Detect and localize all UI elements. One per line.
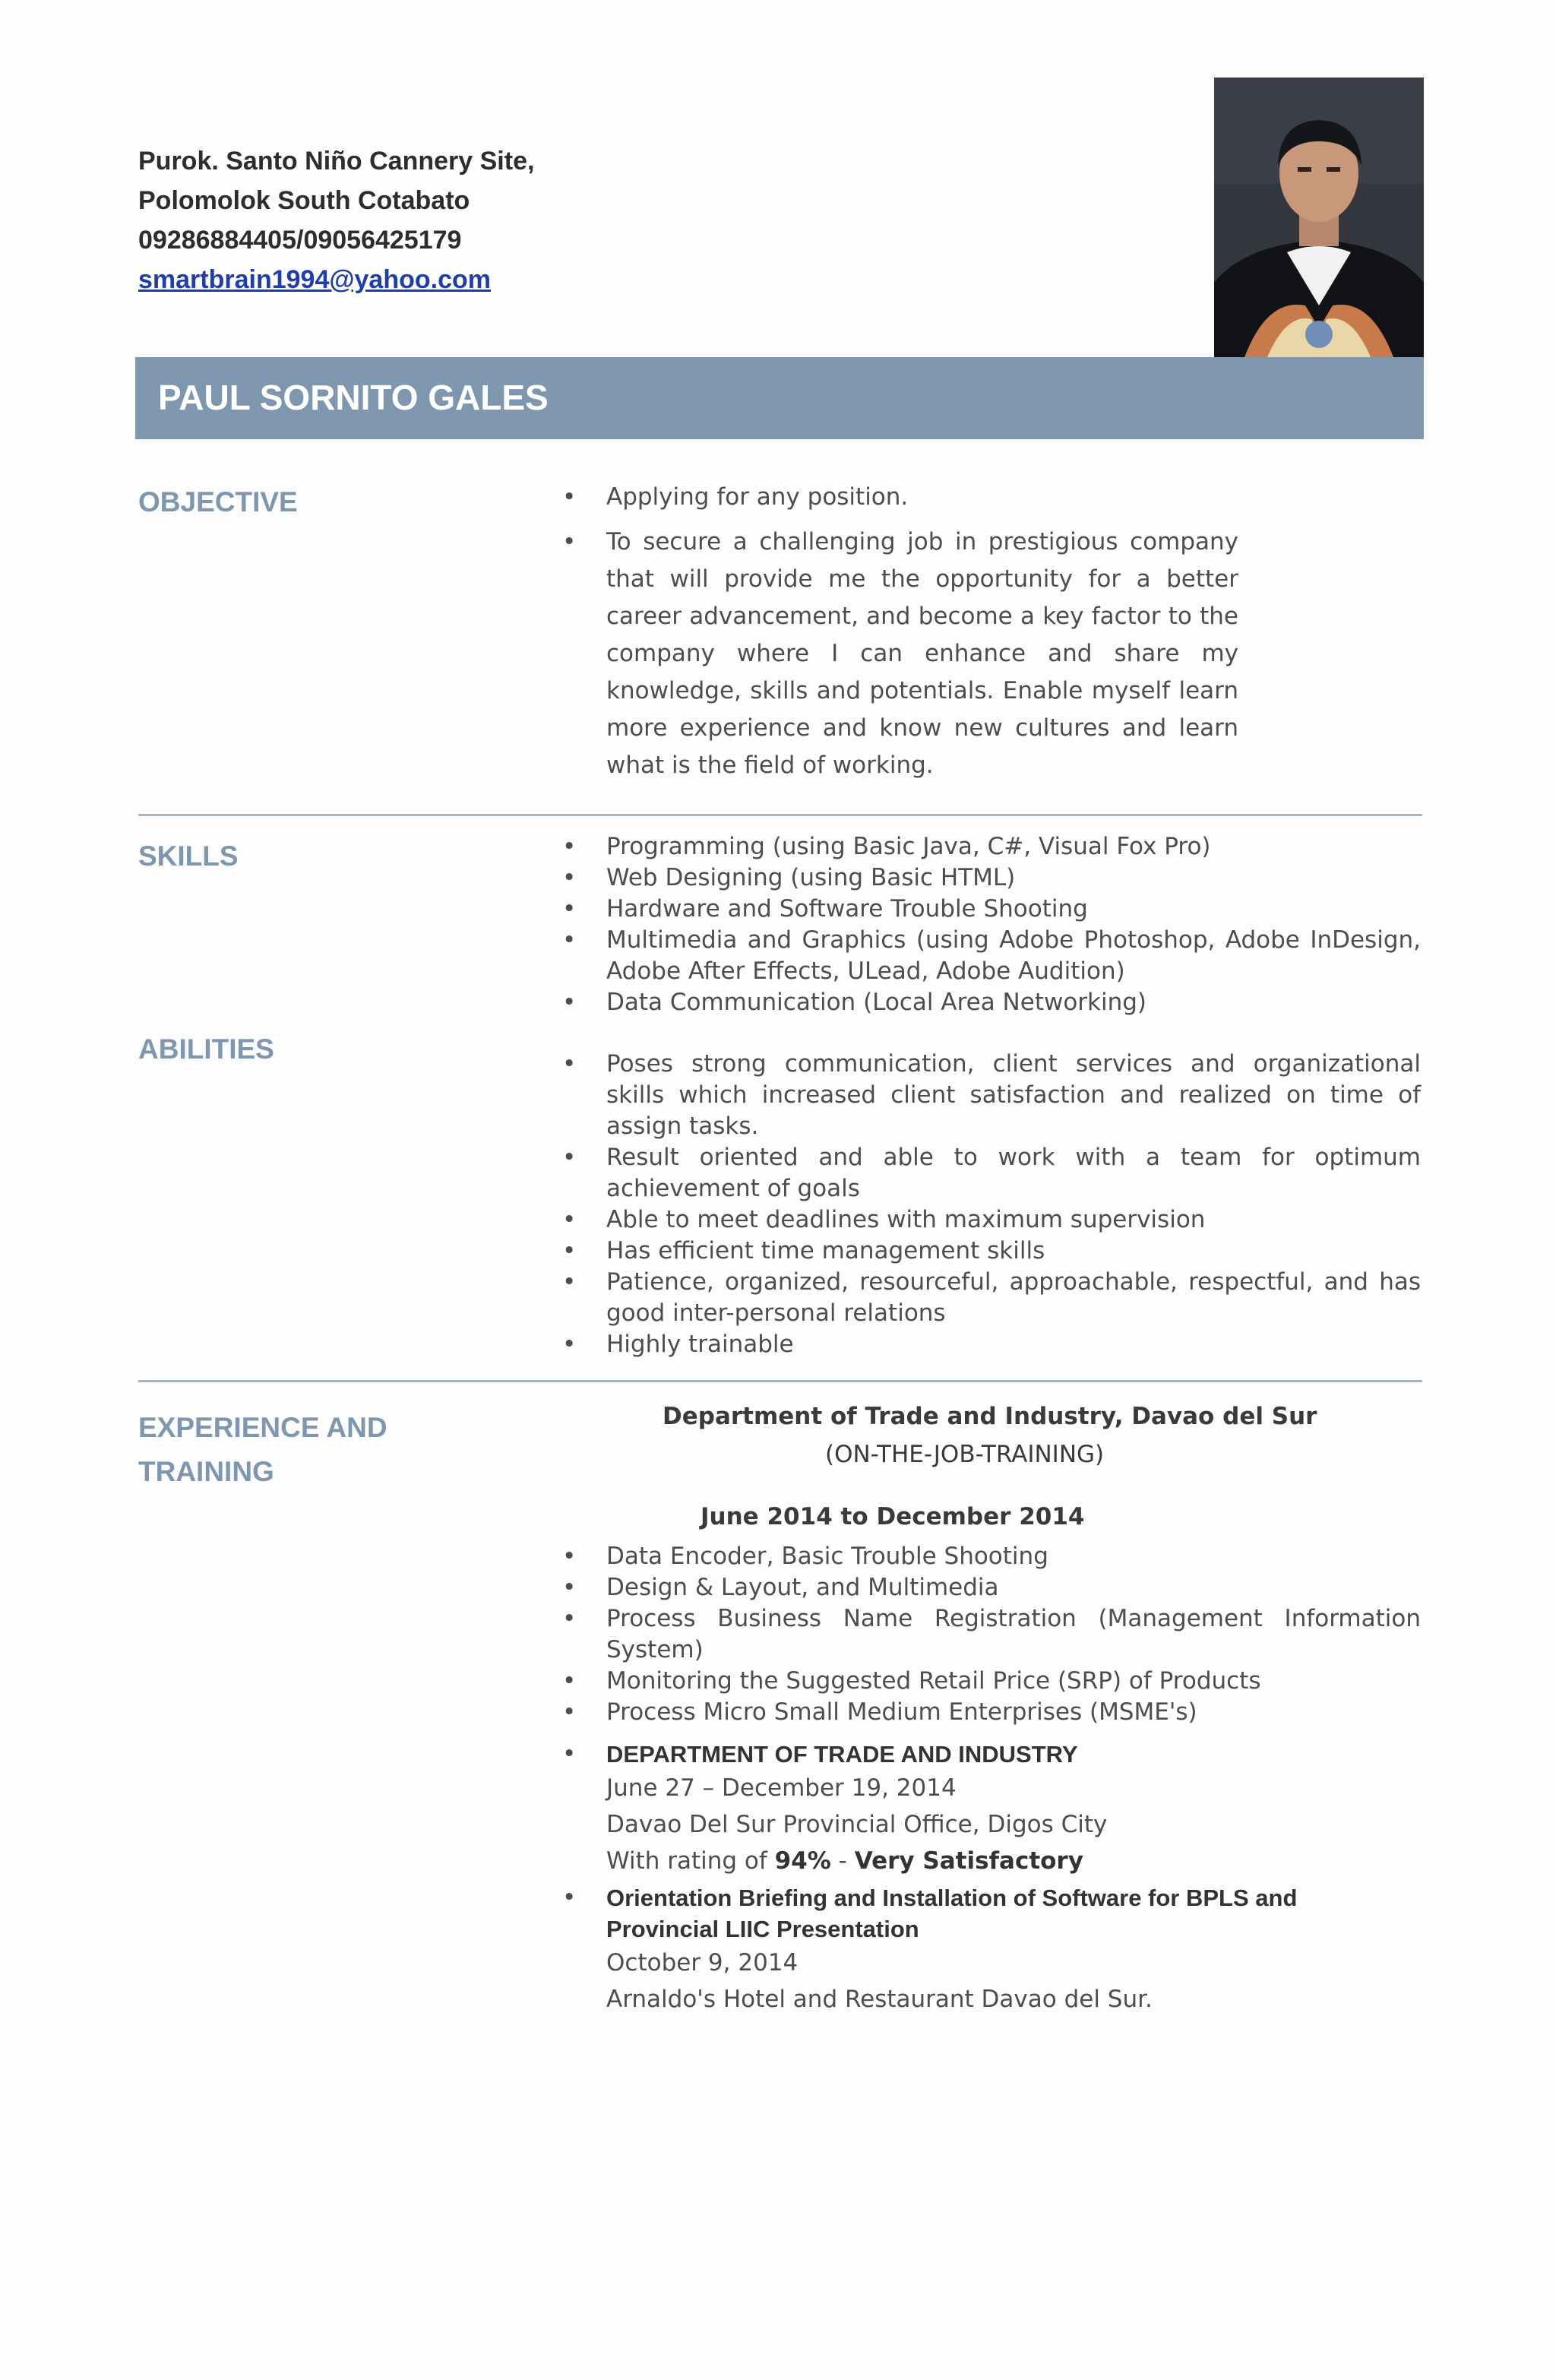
list-item	[562, 1267, 1421, 1329]
rating-separator: -	[830, 1847, 855, 1875]
section-divider	[138, 1380, 1422, 1382]
skills-heading: SKILLS	[138, 840, 239, 872]
skill-text: Programming (using Basic Java, C#, Visual Fox Pro)	[606, 833, 1211, 860]
bullet-icon: •	[562, 1884, 577, 1911]
org-name: Department of Trade and Industry, Davao del Sur	[663, 1403, 1317, 1430]
bullet-icon: •	[562, 1331, 577, 1358]
objective-heading: OBJECTIVE	[138, 486, 298, 517]
bullet-icon: •	[562, 864, 577, 891]
training-entries	[562, 1739, 1421, 2018]
duty-text: Design & Layout, and Multimedia	[606, 1574, 999, 1601]
list-item	[562, 1666, 1421, 1697]
org-type: (ON-THE-JOB-TRAINING)	[825, 1441, 1105, 1468]
list-item	[562, 1697, 1421, 1728]
bullet-icon: •	[562, 1206, 577, 1233]
list-item	[562, 862, 1421, 894]
experience-heading	[138, 1406, 387, 1494]
phone-numbers: 09286884405/09056425179	[138, 226, 462, 255]
duty-text: Monitoring the Suggested Retail Price (SRP) of Products	[606, 1667, 1261, 1695]
bullet-icon: •	[562, 1237, 577, 1264]
ability-text: Patience, organized, resourceful, approachable, respectful, and has good inter-personal relations	[606, 1268, 1421, 1327]
duties-list	[562, 1541, 1421, 1728]
skill-text: Web Designing (using Basic HTML)	[606, 864, 1016, 891]
list-item	[562, 894, 1421, 925]
bullet-icon: •	[562, 1543, 577, 1570]
training-entry	[562, 1882, 1421, 2018]
list-item	[562, 1049, 1421, 1142]
bullet-icon: •	[562, 926, 577, 954]
ability-text: Result oriented and able to work with a team for optimum achievement of goals	[606, 1144, 1421, 1202]
skills-list	[562, 831, 1421, 1018]
bullet-icon: •	[562, 989, 577, 1016]
entry-date: June 27 – December 19, 2014	[606, 1774, 957, 1802]
rating-value: 94%	[774, 1847, 831, 1875]
list-item	[562, 1329, 1421, 1360]
skill-text: Hardware and Software Trouble Shooting	[606, 895, 1088, 923]
profile-photo	[1214, 78, 1424, 357]
bullet-icon: •	[562, 1050, 577, 1078]
address-line-2: Polomolok South Cotabato	[138, 186, 470, 215]
entry-title: Orientation Briefing and Installation of Software for BPLS and Provincial LIIC Presentation	[606, 1885, 1298, 1942]
ability-text: Poses strong communication, client services and organizational skills which increased client satisfaction and realized on time of assign tasks.	[606, 1050, 1421, 1140]
list-item	[562, 987, 1421, 1018]
bullet-icon: •	[562, 528, 577, 555]
training-period: June 2014 to December 2014	[701, 1503, 1085, 1530]
candidate-name: PAUL SORNITO GALES	[158, 378, 549, 417]
entry-title: DEPARTMENT OF TRADE AND INDUSTRY	[606, 1741, 1078, 1768]
duty-text: Process Business Name Registration (Management Information System)	[606, 1605, 1421, 1663]
bullet-icon: •	[562, 1740, 577, 1768]
training-entry	[562, 1739, 1421, 1879]
skill-text: Data Communication (Local Area Networking)	[606, 989, 1147, 1016]
bullet-icon: •	[562, 1574, 577, 1601]
entry-place: Davao Del Sur Provincial Office, Digos City	[606, 1811, 1108, 1838]
contact-block	[138, 141, 534, 299]
list-item	[562, 925, 1421, 987]
bullet-icon: •	[562, 895, 577, 923]
rating-label: Very Satisfactory	[854, 1847, 1083, 1875]
objective-text: Applying for any position.	[606, 483, 909, 511]
list-item	[562, 1236, 1421, 1267]
list-item	[562, 1204, 1421, 1236]
bullet-icon: •	[562, 833, 577, 860]
objective-list	[562, 479, 1238, 784]
duty-text: Process Micro Small Medium Enterprises (MSME's)	[606, 1698, 1197, 1726]
bullet-icon: •	[562, 1667, 577, 1695]
section-divider	[138, 814, 1422, 816]
ability-text: Able to meet deadlines with maximum supervision	[606, 1206, 1206, 1233]
email-link[interactable]: smartbrain1994@yahoo.com	[138, 265, 491, 294]
rating-prefix: With rating of	[606, 1847, 775, 1875]
bullet-icon: •	[562, 1698, 577, 1726]
list-item	[562, 1541, 1421, 1572]
abilities-heading: ABILITIES	[138, 1033, 274, 1065]
name-banner	[135, 357, 1424, 439]
entry-date: October 9, 2014	[606, 1949, 799, 1976]
objective-text: To secure a challenging job in prestigious company that will provide me the opportunity for a better career advancement, and become a key factor to the company where I can enhance and share my knowledge, skills and potentials. Enable myself learn more experience and know new cultures and learn what is the field of working.	[606, 528, 1238, 779]
ability-text: Has efficient time management skills	[606, 1237, 1045, 1264]
list-item	[562, 1603, 1421, 1666]
list-item	[562, 479, 1238, 516]
experience-heading-line-2: TRAINING	[138, 1456, 274, 1487]
list-item	[562, 1142, 1421, 1204]
experience-heading-line-1: EXPERIENCE AND	[138, 1412, 387, 1443]
duty-text: Data Encoder, Basic Trouble Shooting	[606, 1543, 1048, 1570]
abilities-list	[562, 1049, 1421, 1360]
bullet-icon: •	[562, 1144, 577, 1171]
entry-rating	[606, 1843, 1421, 1879]
list-item	[562, 831, 1421, 862]
bullet-icon: •	[562, 1268, 577, 1296]
skill-text: Multimedia and Graphics (using Adobe Photoshop, Adobe InDesign, Adobe After Effects, ULead, Adobe Audition)	[606, 926, 1421, 985]
entry-place: Arnaldo's Hotel and Restaurant Davao del Sur.	[606, 1986, 1153, 2013]
ability-text: Highly trainable	[606, 1331, 794, 1358]
bullet-icon: •	[562, 483, 577, 511]
address-line-1: Purok. Santo Niño Cannery Site,	[138, 147, 535, 176]
list-item	[562, 1572, 1421, 1603]
bullet-icon: •	[562, 1605, 577, 1632]
list-item	[562, 524, 1238, 784]
